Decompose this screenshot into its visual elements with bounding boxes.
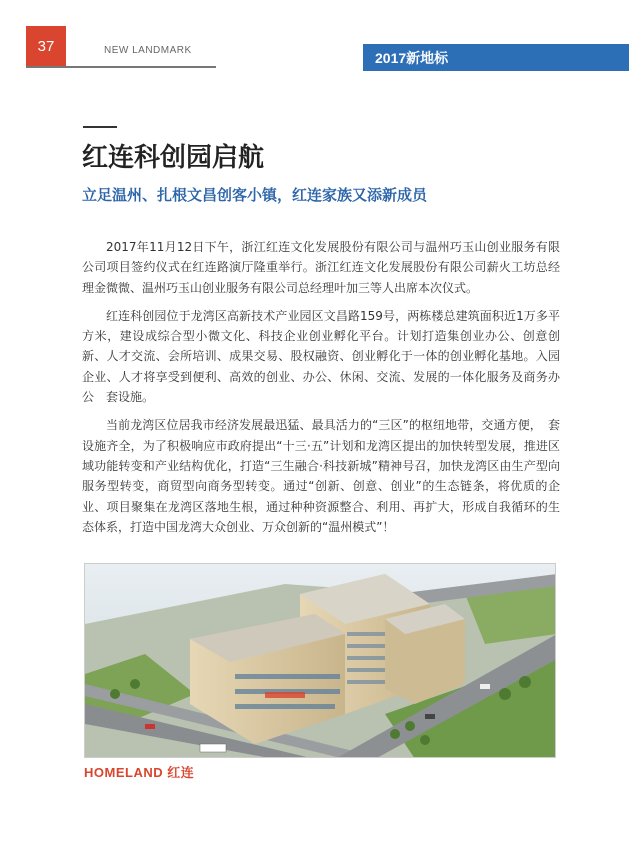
page-number: 37 (26, 26, 66, 66)
header-divider (26, 66, 216, 68)
article-subtitle: 立足温州、扎根文昌创客小镇，红连家族又添新成员 (82, 186, 428, 204)
footer-brand-logo: HOMELAND 红连 (84, 765, 195, 780)
year-banner: 2017新地标 (363, 44, 629, 71)
article-body (82, 237, 560, 545)
building-rendering-svg (85, 564, 556, 758)
paragraph: 2017年11月12日下午，浙江红连文化发展股份有限公司与温州巧玉山创业服务有限公司项目签约仪式在红连路演厅隆重举行。浙江红连文化发展股份有限公司薪火工坊总经理金微微、温州巧玉山创业服务有限公司总经理叶加三等人出席本次仪式。 (82, 240, 560, 295)
title-divider (83, 126, 117, 128)
paragraph: 红连科创园位于龙湾区高新技术产业园区文昌路159号，两栋楼总建筑面积近1万多平方米，建设成综合型小微文化、科技企业创业孵化平台。计划打造集创业办公、创意创新、人才交流、会所培训、成果交易、股权融资、创业孵化于一体的创业孵化基地。入园企业、人才将享受到便利、高效的创业、办公、休闲、交流、发展的一体化服务及商务办公 套设施。 (82, 308, 560, 405)
section-label: NEW LANDMARK (104, 45, 192, 56)
building-rendering-image (84, 563, 556, 758)
paragraph: 当前龙湾区位居我市经济发展最迅猛、最具活力的“三区”的枢纽地带，交通方便， 套设施齐全，为了积极响应市政府提出“十三·五”计划和龙湾区提出的加快转型发展，推进区域功能转变和产业结构优化，打造“三生融合·科技新城”精神号召，加快龙湾区由生产型向服务型转变，商贸型向商务型转变。通过“创新、创意、创业”的生态链条，将优质的企业、项目聚集在龙湾区落地生根，通过种种资源整合、利用、再扩大，形成自我循环的生态体系，打造中国龙湾大众创业、万众创新的“温州模式”！ (82, 418, 560, 534)
article-title: 红连科创园启航 (82, 143, 265, 173)
